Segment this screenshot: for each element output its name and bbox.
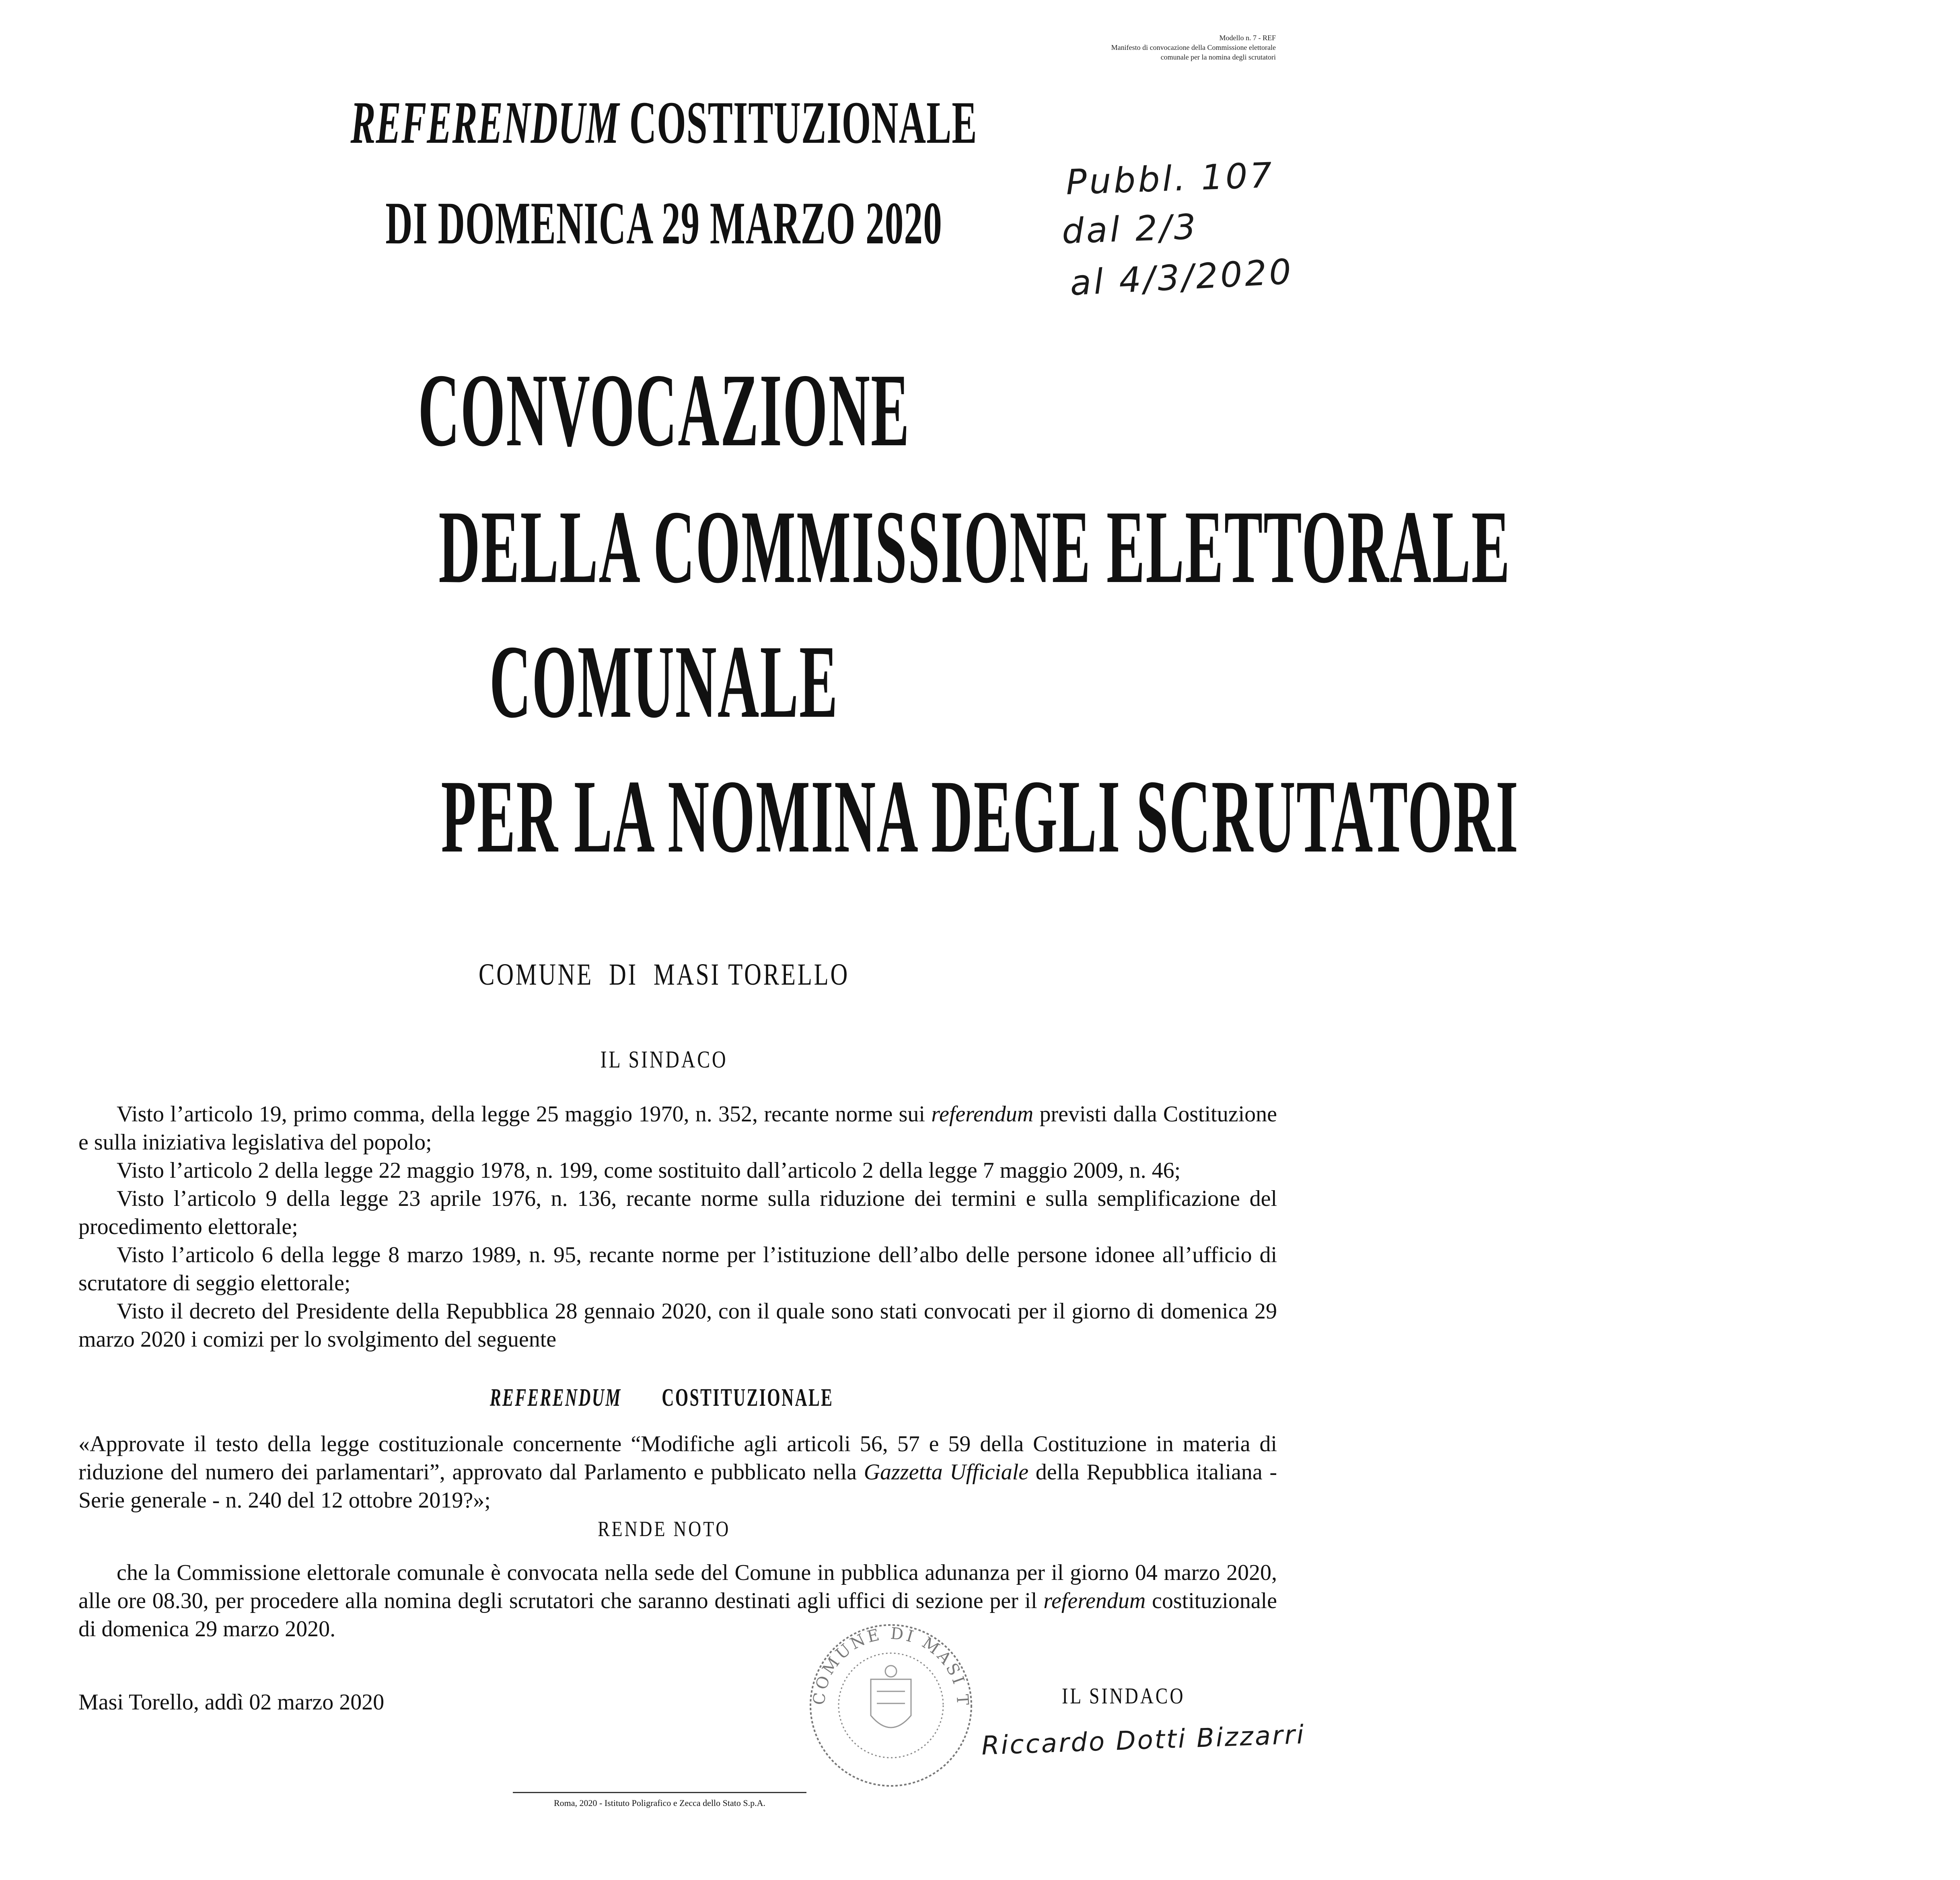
handwritten-publication-number: Pubbl. 107: [1065, 155, 1275, 203]
referendum-subheading: REFERENDUM COSTITUZIONALE: [490, 1384, 834, 1411]
main-title-line-1: CONVOCAZIONE: [418, 352, 910, 468]
model-note: [962, 33, 1276, 62]
signature-label: IL SINDACO: [1062, 1684, 1185, 1709]
mayor-signature: Riccardo Dotti Bizzarri: [981, 1720, 1306, 1761]
main-title-line-2: DELLA COMMISSIONE ELETTORALE: [438, 489, 1511, 605]
main-title-line-4: PER LA NOMINA DEGLI SCRUTATORI: [441, 759, 1519, 874]
paragraph-legge-1976: Visto l’articolo 9 della legge 23 aprile 1976, n. 136, recante norme sulla riduzione dei termini e sulla semplificazione del procedimento elettorale;: [78, 1186, 1277, 1239]
paragraph-legge-1989: Visto l’articolo 6 della legge 8 marzo 1989, n. 95, recante norme per l’istituzione dell’albo delle persone idonee all’ufficio di scrutatore di seggio elettorale;: [78, 1242, 1277, 1296]
paragraph-legge-1978: Visto l’articolo 2 della legge 22 maggio 1978, n. 199, come sostituito dall’articolo 2 della legge 7 maggio 2009, n. 46;: [117, 1158, 1181, 1183]
paragraph-decreto-2020: Visto il decreto del Presidente della Repubblica 28 gennaio 2020, con il quale sono stati convocati per il giorno di domenica 29 marzo 2020 i comizi per lo svolgimento del seguente: [78, 1299, 1277, 1352]
municipal-stamp: [800, 1611, 981, 1800]
rende-noto-heading: RENDE NOTO: [597, 1517, 731, 1541]
referendum-title: [0, 88, 1328, 157]
handwritten-to-date: al 4/3/2020: [1069, 251, 1295, 304]
costituzionale-word: COSTITUZIONALE: [629, 89, 978, 156]
paragraph-legge-1970: Visto l’articolo 19, primo comma, della legge 25 maggio 1970, n. 352, recante norme sui referendum previsti dalla Costituzione e sulla iniziativa legislativa del popolo;: [78, 1102, 1277, 1155]
main-title-line-3: COMUNALE: [489, 624, 839, 740]
referendum-word: REFERENDUM: [350, 89, 620, 156]
footer-rule: [513, 1792, 806, 1793]
comune-heading: COMUNE DI MASI TORELLO: [479, 958, 849, 991]
place-date: Masi Torello, addì 02 marzo 2020: [78, 1690, 385, 1715]
convocation-paragraph: che la Commissione elettorale comunale è convocata nella sede del Comune in pubblica adunanza per il giorno 04 marzo 2020, alle ore 08.30, per procedere alla nomina degli scrutatori che saranno destinati agli uffici di sezione per il referendum costituzionale di domenica 29 marzo 2020.: [78, 1560, 1277, 1641]
sindaco-heading: IL SINDACO: [600, 1046, 728, 1073]
svg-text:COMUNE DI MASI TORELLO: [800, 1611, 972, 1708]
referendum-question: «Approvate il testo della legge costituzionale concernente “Modifiche agli articoli 56, 57 e 59 della Costituzione in materia di riduzione del numero dei parlamentari”, approvato dal Parlamento e pubblicato nella Gazzetta Ufficiale della Repubblica italiana - Serie generale - n. 240 del 12 ottobre 2019?»;: [78, 1432, 1277, 1513]
handwritten-from-date: dal 2/3: [1061, 207, 1199, 252]
model-note-line-2: Manifesto di convocazione della Commissione elettorale: [1111, 43, 1276, 51]
stamp-text: COMUNE DI MASI T: [810, 1624, 972, 1708]
printer-footer: Roma, 2020 - Istituto Poligrafico e Zecca dello Stato S.p.A.: [553, 1798, 766, 1808]
model-note-line-3: comunale per la nomina degli scrutatori: [1160, 53, 1276, 61]
model-note-line-1: Modello n. 7 - REF: [1219, 34, 1276, 42]
referendum-date-text: DI DOMENICA 29 MARZO 2020: [385, 190, 943, 257]
